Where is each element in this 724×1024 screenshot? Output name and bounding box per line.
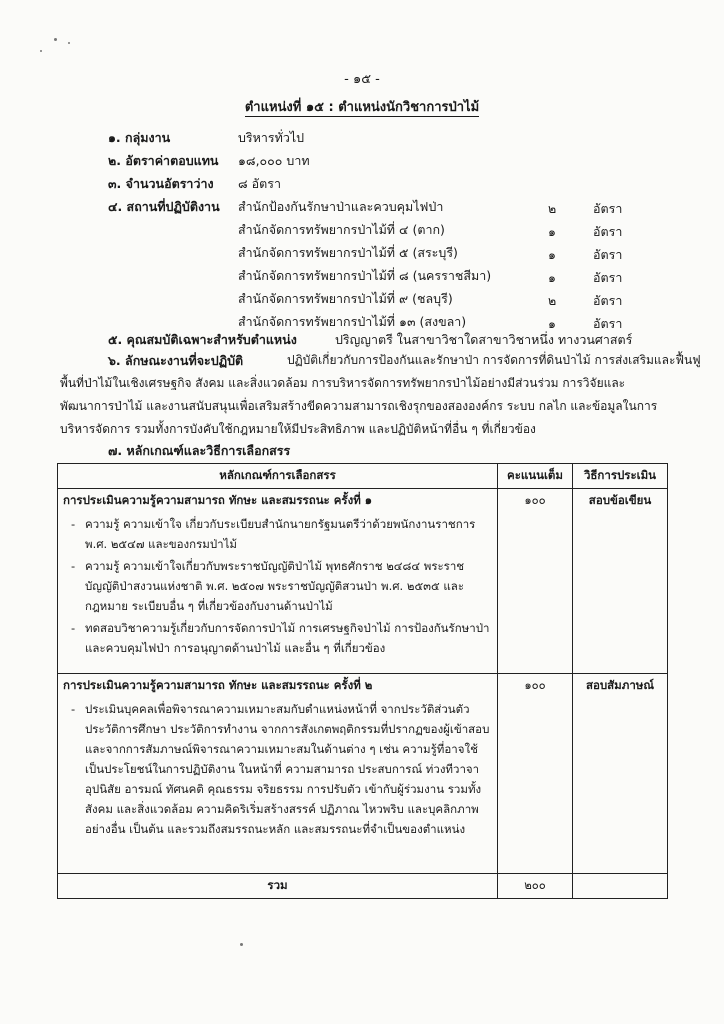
criteria-label: ๗. หลักเกณฑ์และวิธีการเลือกสรร (108, 443, 291, 458)
header-method: วิธีการประเมิน (573, 464, 668, 489)
qualification-label: ๕. คุณสมบัติเฉพาะสำหรับตำแหน่ง (108, 332, 297, 347)
round1-title: การประเมินความรู้ความสามารถ ทักษะ และสมรรถนะ ครั้งที่ ๑ (63, 493, 373, 507)
workplace-unit: อัตรา (593, 247, 623, 262)
workplace-name: สำนักป้องกันรักษาป่าและควบคุมไฟป่า (238, 199, 444, 214)
list-item: - ความรู้ ความเข้าใจ เกี่ยวกับระเบียบสำนักนายกรัฐมนตรีว่าด้วยพนักงานราชการ พ.ศ. ๒๕๔๗ และของกรมป่าไม้ (85, 514, 492, 554)
round1-score: ๑๐๐ (498, 489, 573, 674)
position-heading-text: ตำแหน่งที่ ๑๕ : ตำแหน่งนักวิชาการป่าไม้ (244, 100, 480, 115)
page-number: - ๑๕ - (344, 72, 380, 87)
duties-line: พัฒนาการป่าไม้ และงานสนับสนุนเพื่อเสริมสร้างขีดความสามารถเชิงรุกของสององค์กร ระบบ กลไก และข้อมูลในการ (60, 399, 658, 413)
header-score: คะแนนเต็ม (498, 464, 573, 489)
round1-method: สอบข้อเขียน (573, 489, 668, 674)
table-row (58, 489, 668, 674)
workplace-count: ๑ (548, 224, 556, 239)
salary-label: ๒. อัตราค่าตอบแทน (108, 153, 219, 168)
workplace-label: ๔. สถานที่ปฏิบัติงาน (108, 199, 220, 214)
vacancy-value: ๘ อัตรา (238, 176, 281, 191)
workplace-unit: อัตรา (593, 293, 623, 308)
workplace-count: ๑ (548, 316, 556, 331)
total-score: ๒๐๐ (498, 874, 573, 899)
duties-line: ปฏิบัติเกี่ยวกับการป้องกันและรักษาป่า การจัดการที่ดินป่าไม้ การส่งเสริมและฟื้นฟู (287, 353, 701, 367)
total-method-empty (573, 874, 668, 899)
workplace-unit: อัตรา (593, 316, 623, 331)
scan-speck (54, 38, 57, 41)
workplace-name: สำนักจัดการทรัพยากรป่าไม้ที่ ๕ (สระบุรี) (238, 245, 458, 260)
workplace-count: ๑ (548, 247, 556, 262)
duties-label: ๖. ลักษณะงานที่จะปฏิบัติ (108, 353, 244, 368)
table-row (58, 674, 668, 874)
round2-method: สอบสัมภาษณ์ (573, 674, 668, 874)
workplace-count: ๒ (548, 293, 557, 308)
list-item: - ทดสอบวิชาความรู้เกี่ยวกับการจัดการป่าไม้ การเศรษฐกิจป่าไม้ การป้องกันรักษาป่าและควบคุมไฟป่า การอนุญาตด้านป่าไม้ และอื่น ๆ ที่เกี่ยวข้อง (85, 618, 492, 658)
header-criteria: หลักเกณฑ์การเลือกสรร (58, 464, 498, 489)
workplace-count: ๒ (548, 201, 557, 216)
list-item: - ความรู้ ความเข้าใจเกี่ยวกับพระราชบัญญัติป่าไม้ พุทธศักราช ๒๔๘๔ พระราชบัญญัติป่าสงวนแห่งชาติ พ.ศ. ๒๕๐๗ พระราชบัญญัติสวนป่า พ.ศ. ๒๕๓๕ และกฎหมาย ระเบียบอื่น ๆ ที่เกี่ยวข้องกับงานด้านป่าไม้ (85, 556, 492, 616)
round1-criteria-cell (58, 489, 498, 674)
workplace-unit: อัตรา (593, 224, 623, 239)
scan-speck (240, 943, 243, 946)
group-value: บริหารทั่วไป (238, 130, 305, 145)
group-label: ๑. กลุ่มงาน (108, 130, 171, 145)
workplace-name: สำนักจัดการทรัพยากรป่าไม้ที่ ๑๓ (สงขลา) (238, 314, 467, 329)
workplace-name: สำนักจัดการทรัพยากรป่าไม้ที่ ๔ (ตาก) (238, 222, 445, 237)
table-total-row (58, 874, 668, 899)
workplace-name: สำนักจัดการทรัพยากรป่าไม้ที่ ๙ (ชลบุรี) (238, 291, 453, 306)
round1-bullets (63, 514, 492, 658)
criteria-table (57, 463, 668, 899)
workplace-name: สำนักจัดการทรัพยากรป่าไม้ที่ ๘ (นครราชสีมา) (238, 268, 492, 283)
round2-bullets (63, 699, 492, 839)
workplace-unit: อัตรา (593, 201, 623, 216)
table-header-row (58, 464, 668, 489)
workplace-unit: อัตรา (593, 270, 623, 285)
list-item: - ประเมินบุคคลเพื่อพิจารณาความเหมาะสมกับตำแหน่งหน้าที่ จากประวัติส่วนตัว ประวัติการศึกษา ประวัติการทำงาน จากการสังเกตพฤติกรรมที่ปรากฏของผู้เข้าสอบและจากการสัมภาษณ์พิจารณาความเหมาะสมในด้านต่าง ๆ เช่น ความรู้ที่อาจใช้เป็นประโยชน์ในการปฏิบัติงาน ในหน้าที่ ความสามารถ ประสบการณ์ ท่วงทีวาจา อุปนิสัย อารมณ์ ทัศนคติ คุณธรรม จริยธรรม การปรับตัว เข้ากับผู้ร่วมงาน รวมทั้งสังคม และสิ่งแวดล้อม ความคิดริเริ่มสร้างสรรค์ ปฏิภาณ ไหวพริบ และบุคลิกภาพอย่างอื่น เป็นต้น และรวมถึงสมรรถนะหลัก และสมรรถนะที่จำเป็นของตำแหน่ง (85, 699, 492, 839)
duties-line: พื้นที่ป่าไม้ในเชิงเศรษฐกิจ สังคม และสิ่งแวดล้อม การบริหารจัดการทรัพยากรป่าไม้อย่างมีส่วนร่วม การวิจัยและ (60, 376, 626, 390)
round2-title: การประเมินความรู้ความสามารถ ทักษะ และสมรรถนะ ครั้งที่ ๒ (63, 678, 373, 692)
salary-value: ๑๘,๐๐๐ บาท (238, 153, 310, 168)
scan-speck (40, 50, 42, 52)
round2-score: ๑๐๐ (498, 674, 573, 874)
vacancy-label: ๓. จำนวนอัตราว่าง (108, 176, 214, 191)
position-heading (0, 96, 724, 117)
scan-speck (68, 42, 70, 44)
round2-criteria-cell (58, 674, 498, 874)
total-label: รวม (58, 874, 498, 899)
qualification-value: ปริญญาตรี ในสาขาวิชาใดสาขาวิชาหนึ่ง ทางวนศาสตร์ (335, 332, 633, 347)
duties-line: บริหารจัดการ รวมทั้งการบังคับใช้กฎหมายให้มีประสิทธิภาพ และปฏิบัติหน้าที่อื่น ๆ ที่เกี่ยวข้อง (60, 422, 536, 436)
workplace-count: ๑ (548, 270, 556, 285)
